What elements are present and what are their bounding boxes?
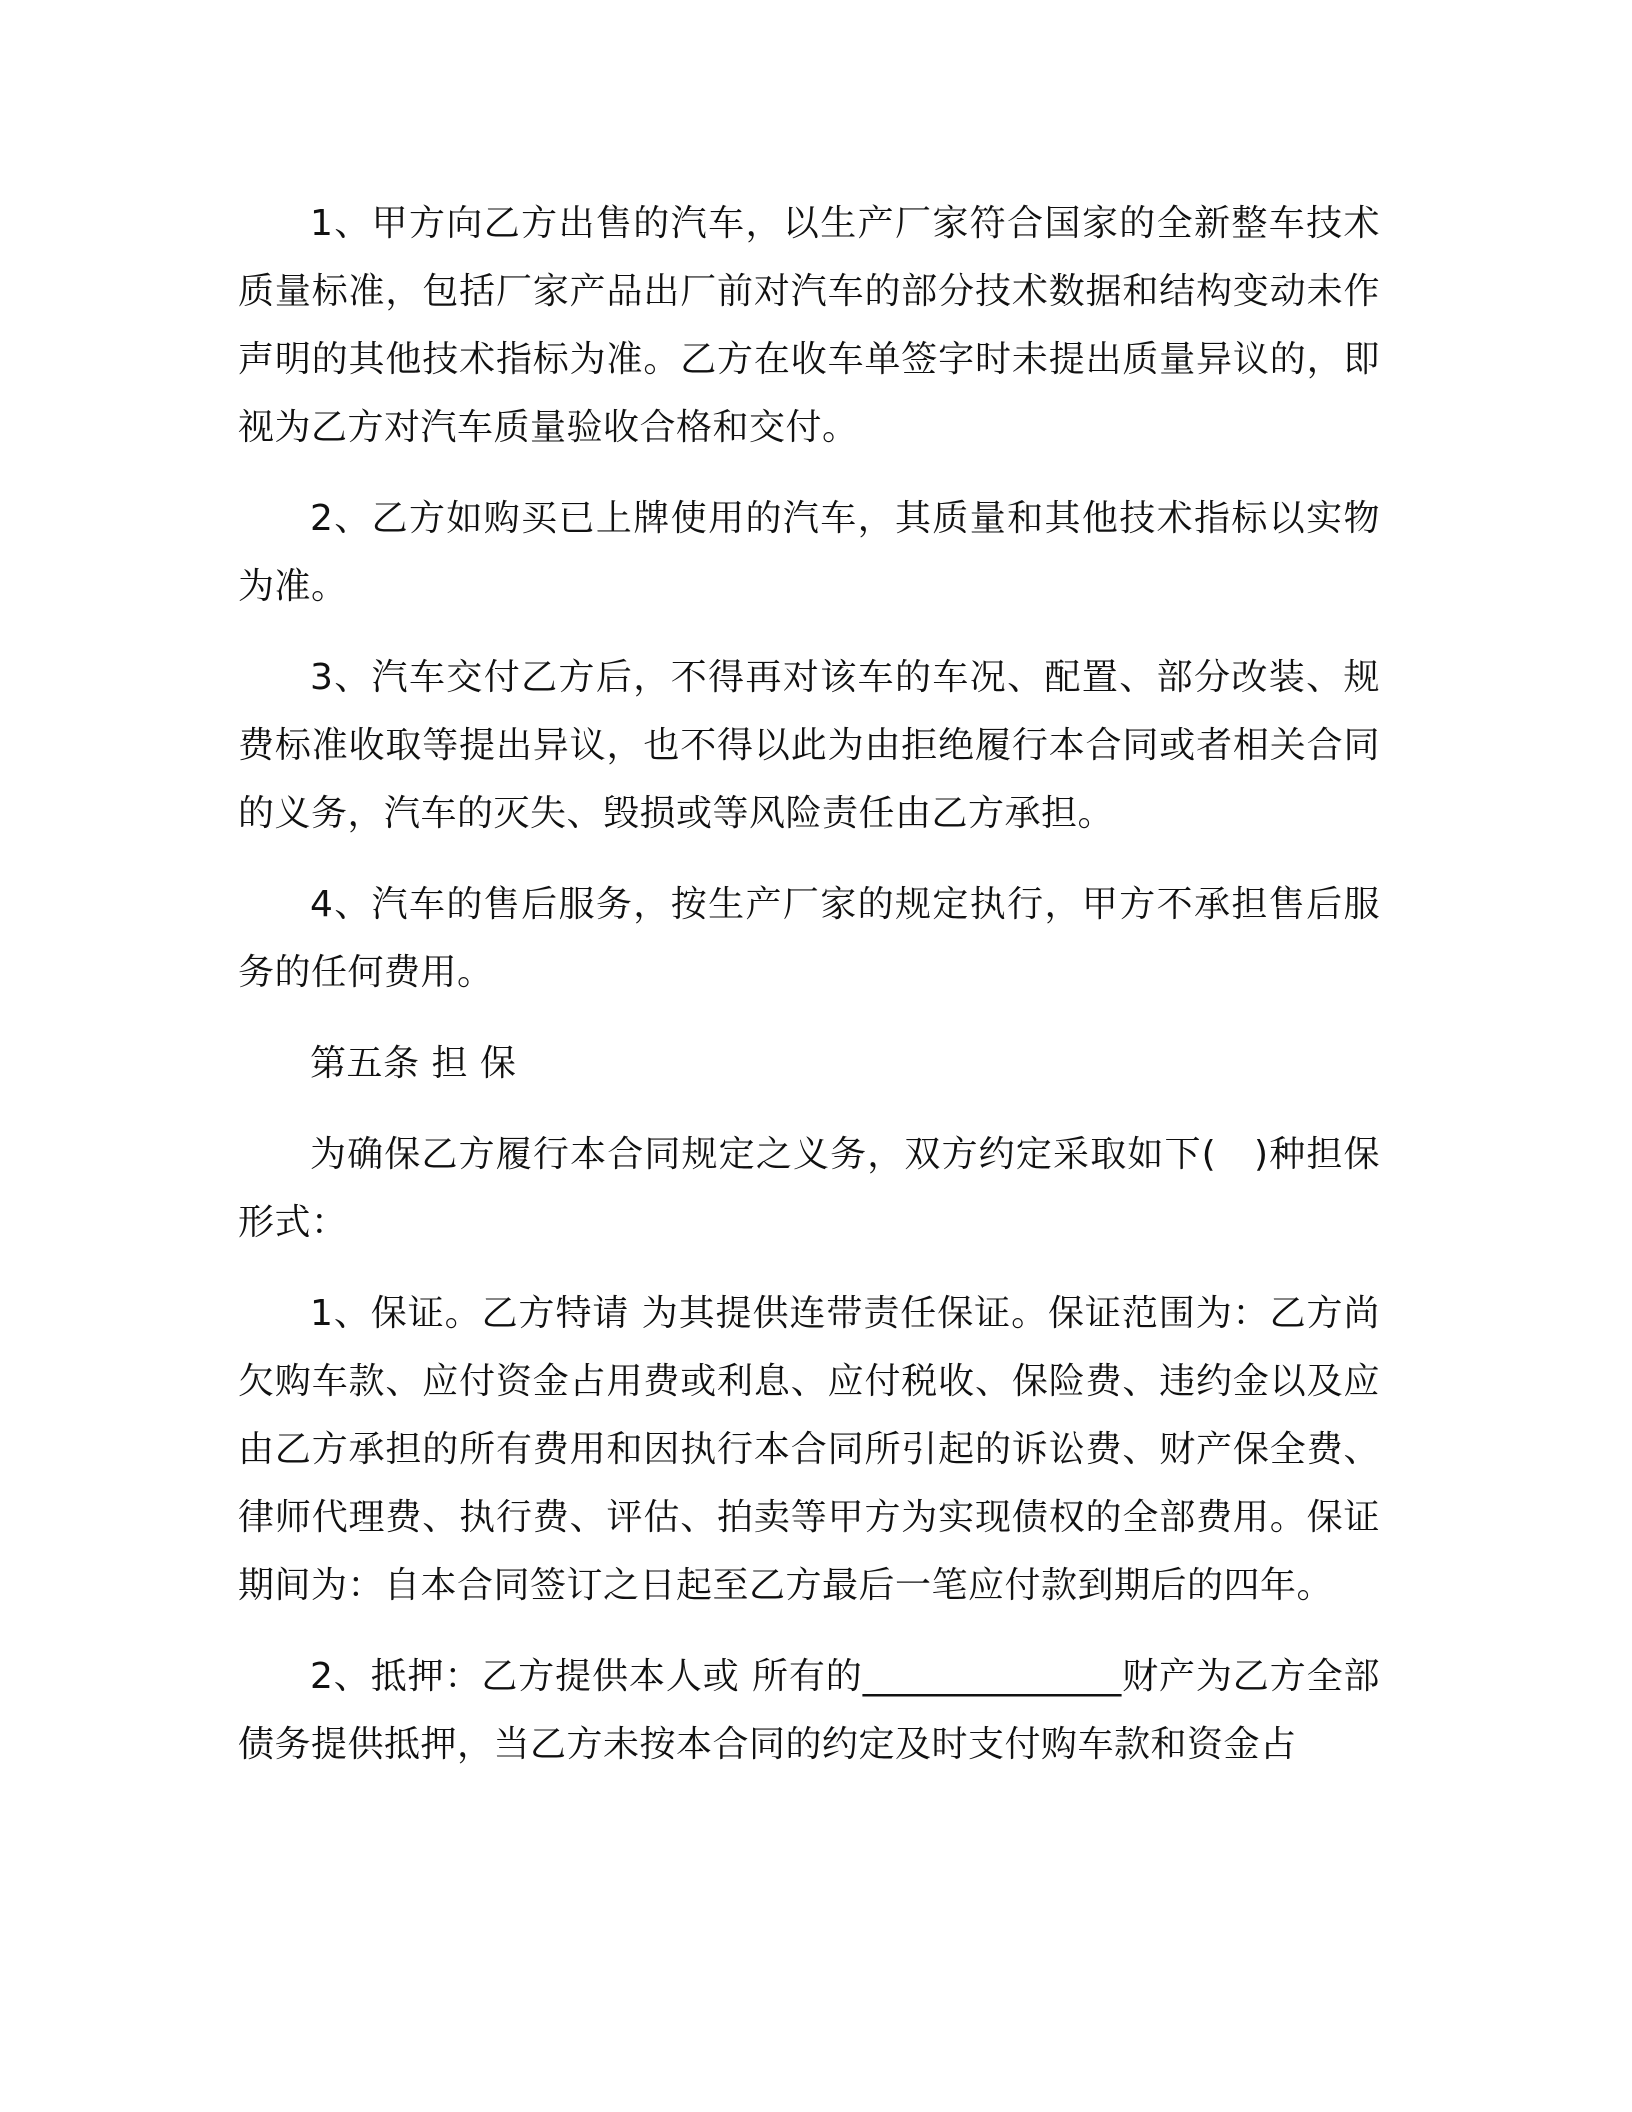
clause-used-vehicle: 2、乙方如购买已上牌使用的汽车，其质量和其他技术指标以实物为准。: [238, 498, 1380, 607]
clause-quality-standard: 1、甲方向乙方出售的汽车，以生产厂家符合国家的全新整车技术质量标准，包括厂家产品出厂前对汽车的部分技术数据和结构变动未作声明的其他技术指标为准。乙方在收车单签字时未提出质量异议的，即视为乙方对汽车质量验收合格和交付。: [238, 203, 1380, 448]
section-heading-guarantee: 第五条 担 保: [310, 1043, 517, 1084]
clause-after-sales: 4、汽车的售后服务，按生产厂家的规定执行，甲方不承担售后服务的任何费用。: [238, 884, 1380, 993]
guarantee-surety: 1、保证。乙方特请 为其提供连带责任保证。保证范围为：乙方尚欠购车款、应付资金占用费或利息、应付税收、保险费、违约金以及应由乙方承担的所有费用和因执行本合同所引起的诉讼费、财产保全费、律师代理费、执行费、评估、拍卖等甲方为实现债权的全部费用。保证期间为：自本合同签订之日起至乙方最后一笔应付款到期后的四年。: [238, 1293, 1380, 1606]
guarantee-mortgage: 2、抵押：乙方提供本人或 所有的______________财产为乙方全部债务提供抵押，当乙方未按本合同的约定及时支付购车款和资金占: [238, 1656, 1380, 1765]
guarantee-intro: 为确保乙方履行本合同规定之义务，双方约定采取如下( )种担保形式：: [238, 1134, 1380, 1243]
clause-risk-transfer: 3、汽车交付乙方后，不得再对该车的车况、配置、部分改装、规费标准收取等提出异议，也不得以此为由拒绝履行本合同或者相关合同的义务，汽车的灭失、毁损或等风险责任由乙方承担。: [238, 657, 1380, 834]
document-page: [238, 190, 1380, 1779]
